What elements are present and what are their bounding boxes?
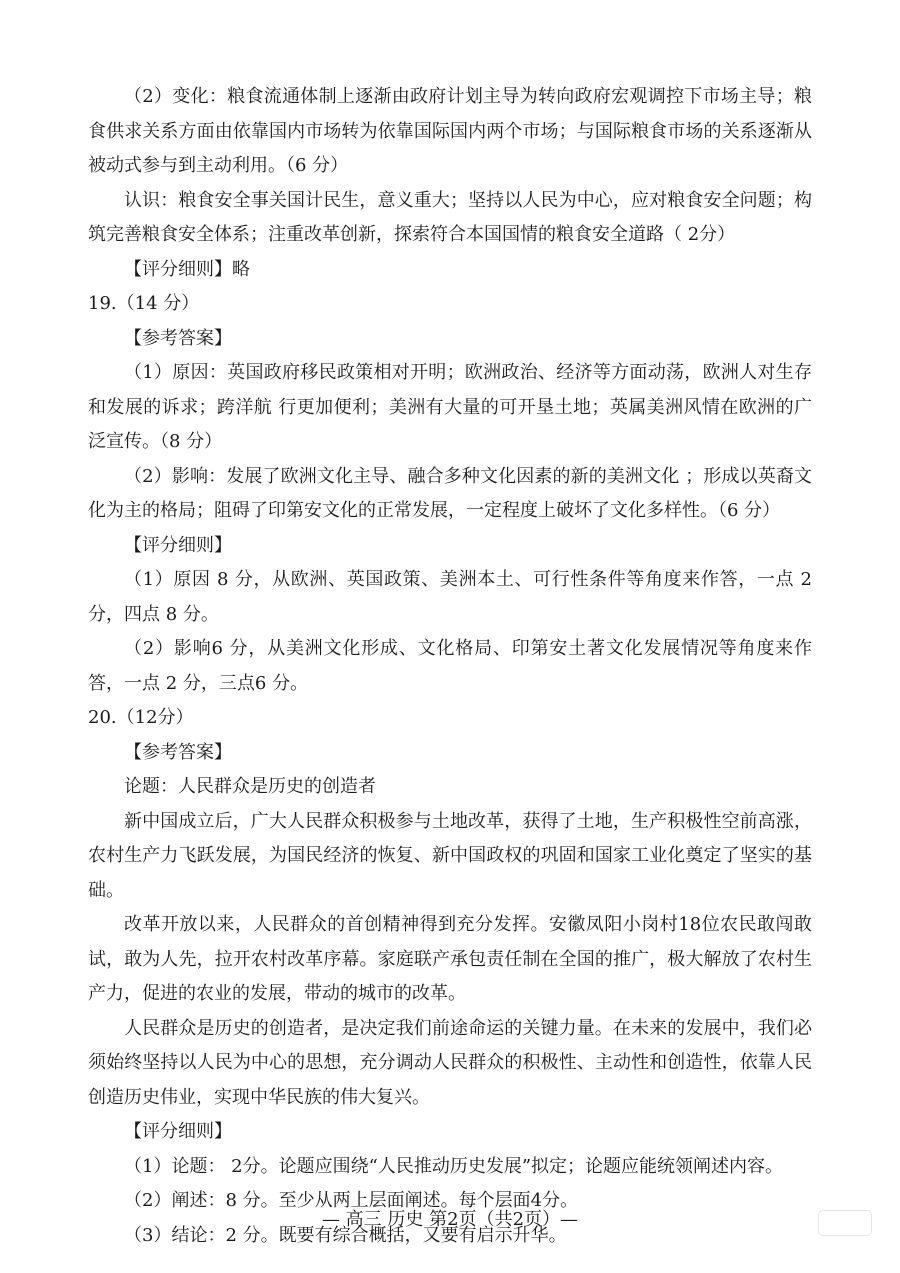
q18-scoring: 【评分细则】略 [124,258,250,280]
q19-part1: （1）原因：英国政府移民政策相对开明；欧洲政治、经济等方面动荡，欧洲人对生存和发展的诉求；跨洋航 行更加便利；美洲有大量的可开垦土地；英属美洲风情在欧洲的广泛宣传。（8 分） [88,362,812,452]
q20-para1: 新中国成立后，广大人民群众积极参与土地改革，获得了土地，生产积极性空前高涨，农村生产力飞跃发展，为国民经济的恢复、新中国政权的巩固和国家工业化奠定了坚实的基础。 [88,810,812,901]
watermark-logo [818,1210,872,1236]
q19-scoring-label: 【评分细则】 [124,534,232,556]
answer-key-content [88,80,812,1253]
q19-part2: （2）影响：发展了欧洲文化主导、融合多种文化因素的新的美洲文化 ；形成以英裔文化为主的格局；阻碍了印第安文化的正常发展，一定程度上破坏了文化多样性。（6 分） [88,465,812,521]
q18-part2-change: （2）变化：粮食流通体制上逐渐由政府计划主导为转向政府宏观调控下市场主导；粮食供求关系方面由依靠国内市场转为依靠国际国内两个市场；与国际粮食市场的关系逐渐从被动式参与到主动利用。（6 分） [88,86,812,176]
q18-part2-understanding: 认识：粮食安全事关国计民生，意义重大；坚持以人民为中心，应对粮食安全问题；构筑完善粮食安全体系；注重改革创新，探索符合本国国情的粮食安全道路（ 2分） [88,189,812,245]
q20-para3: 人民群众是历史的创造者，是决定我们前途命运的关键力量。在未来的发展中，我们必须始终坚持以人民为中心的思想，充分调动人民群众的积极性、主动性和创造性，依靠人民创造历史伟业，实现中华民族的伟大复兴。 [88,1017,812,1108]
q20-heading: 20.（12分） [88,707,194,728]
page-footer: — 高三 历史 第2页（共2页）— [321,1209,579,1230]
q20-scoring-2: （2）阐述：8 分。至少从两上层面阐述。每个层面4分。 [124,1190,579,1211]
q19-scoring-2: （2）影响6 分，从美洲文化形成、文化格局、印第安土著文化发展情况等角度来作答，一点 2 分，三点6 分。 [88,638,812,694]
q19-heading: 19.（14 分） [88,293,200,314]
q20-para2: 改革开放以来，人民群众的首创精神得到充分发挥。安徽凤阳小岗村18位农民敢闯敢试，敢为人先，拉开农村改革序幕。家庭联产承包责任制在全国的推广，极大解放了农村生产力，促进的农业的发展，带动的城市的改革。 [88,914,812,1004]
q20-thesis: 论题：人民群众是历史的创造者 [124,776,376,797]
q20-scoring-3: （3）结论：2 分。既要有综合概括，又要有启示升华。 [124,1224,567,1246]
q19-answer-label: 【参考答案】 [124,327,232,349]
q19-scoring-1: （1）原因 8 分，从欧洲、英国政策、美洲本土、可行性条件等角度来作答，一点 2 分，四点 8 分。 [88,569,812,625]
q20-answer-label: 【参考答案】 [124,741,232,763]
q20-scoring-1: （1）论题： 2分。论题应围绕“人民推动历史发展”拟定；论题应能统领阐述内容。 [124,1155,784,1177]
q20-scoring-label: 【评分细则】 [124,1121,232,1142]
